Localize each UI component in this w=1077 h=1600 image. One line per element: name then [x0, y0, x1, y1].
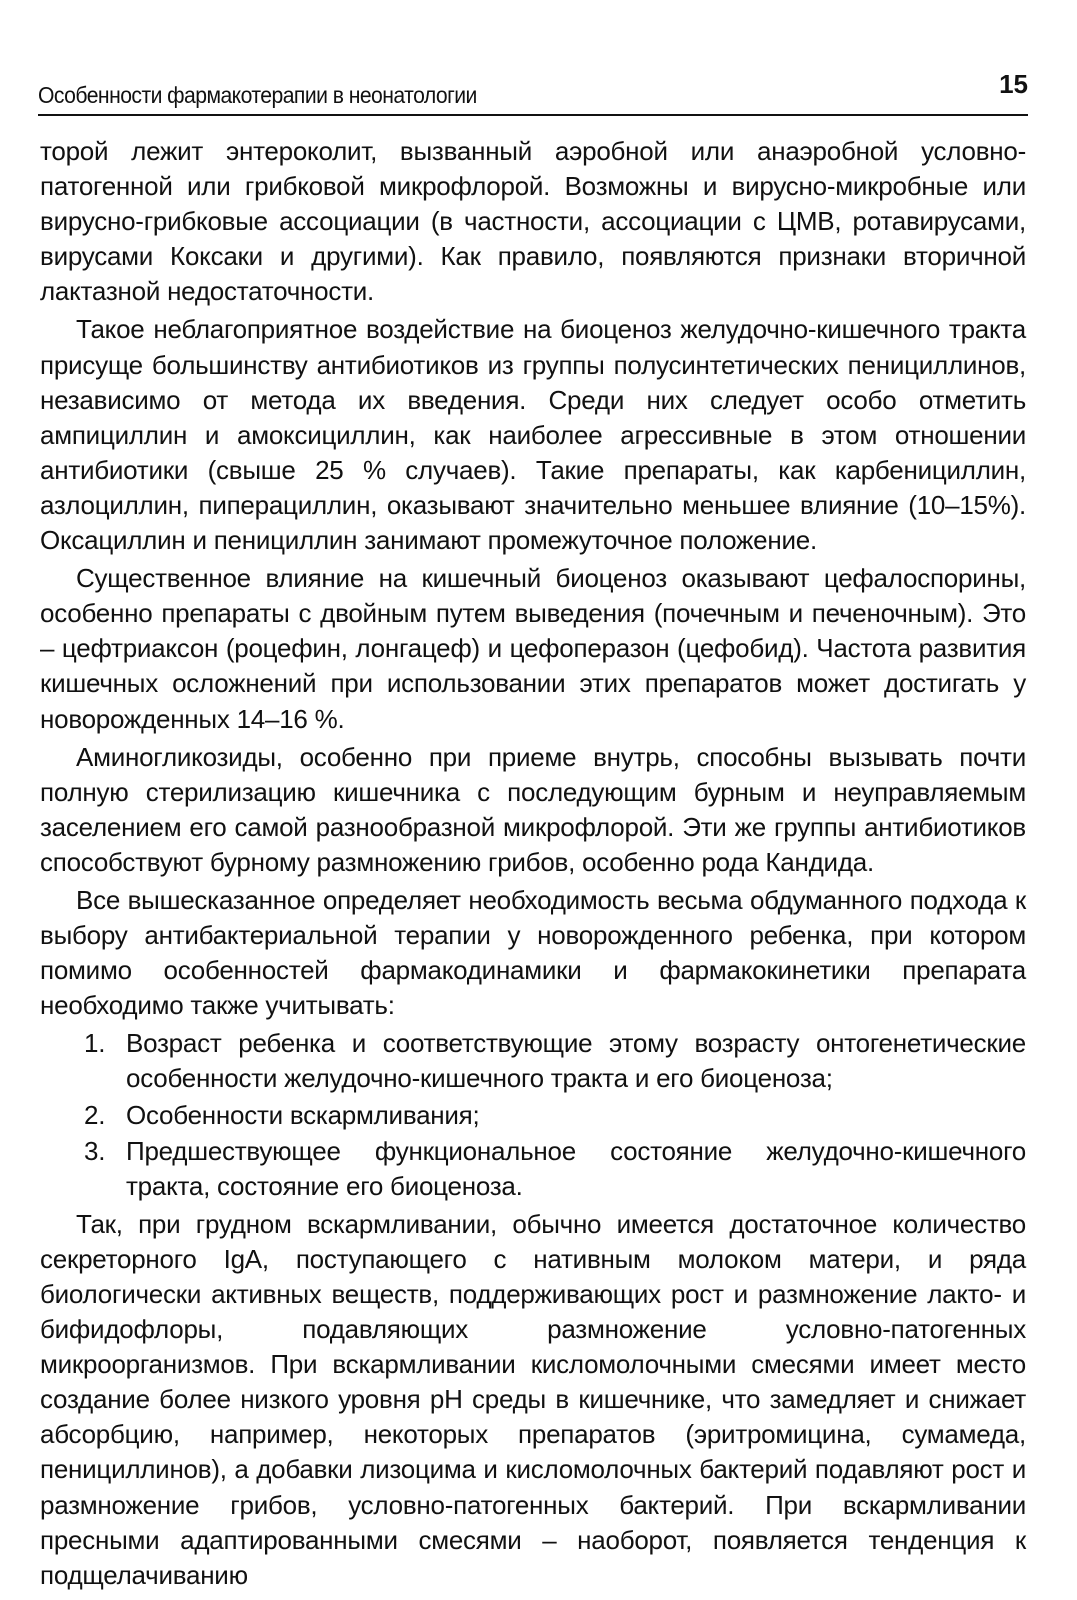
paragraph-therapy-factors: Все вышесказанное определяет необходимость весьма обдуманного подхода к выбору антибактериальной терапии у новорожденного ребенка, при котором помимо особенностей фармакодинамики и фармакокинетики препарата необходимо также учитывать:: [40, 884, 1026, 1021]
paragraph-penicillins: Такое неблагоприятное воздействие на биоценоз желудочно-кишечного тракта присуще большинству антибиотиков из группы полусинтетических пенициллинов, независимо от метода их введения. Среди них следует особо отметить ампициллин и амоксициллин, как наиболее агрессивные в этом отношении антибиотики (свыше 25 % случаев). Такие препараты, как карбенициллин, азлоциллин, пиперациллин, оказывают значительно меньшее влияние (10–15%). Оксациллин и пенициллин занимают промежуточное положение.: [40, 314, 1026, 556]
paragraph-feeding: Так, при грудном вскармливании, обычно имеется достаточное количество секреторного IgA, поступающего с нативным молоком матери, и ряда биологически активных веществ, поддерживающих рост и размножение лакто- и бифидофлоры, подавляющих размножение условно-патогенных микроорганизмов. При вскармливании кисломолочными смесями имеет место создание более низкого уровня pH среды в кишечнике, что замедляет и снижает абсорбцию, например, некоторых препаратов (эритромицина, сумамеда, пенициллинов), а добавки лизоцима и кисломолочных бактерий подавляют рост и размножение грибов, условно-патогенных бактерий. При вскармливании пресными адаптированными смесями – наоборот, появляется тенденция к подщелачиванию: [40, 1208, 1026, 1590]
list-marker: 2.: [84, 1099, 106, 1130]
paragraph-aminoglycosides: Аминогликозиды, особенно при приеме внутрь, способны вызывать почти полную стерилизацию кишечника с последующим бурным и неуправляемым заселением его самой разнообразной микрофлорой. Эти же группы антибиотиков способствуют бурному размножению грибов, особенно рода Кандида.: [40, 741, 1026, 877]
page-number: 15: [999, 69, 1028, 99]
running-title: Особенности фармакотерапии в неонатологии: [38, 82, 477, 108]
list-item: [40, 1098, 1026, 1133]
list-item: [40, 1026, 1026, 1096]
list-item-text: Возраст ребенка и соответствующие этому возрасту онтогенетические особенности желудочно-кишечного тракта и его биоценоза;: [126, 1028, 1026, 1094]
paragraph-cephalosporins: Существенное влияние на кишечный биоценоз оказывают цефалоспорины, особенно препараты с двойным путем выведения (почечным и печеночным). Это – цефтриаксон (роцефин, лонгацеф) и цефоперазон (цефобид). Частота развития кишечных осложнений при использовании этих препаратов может достигать у новорожденных 14–16 %.: [40, 563, 1026, 734]
list-item-text: Предшествующее функциональное состояние желудочно-кишечного тракта, состояние его биоценоза.: [126, 1135, 1026, 1201]
paragraph-continued: торой лежит энтероколит, вызванный аэробной или анаэробной условно-патогенной или грибковой микрофлорой. Возможны и вирусно-микробные или вирусно-грибковые ассоциации (в частности, ассоциации с ЦМВ, ротавирусами, вирусами Коксаки и другими). Как правило, появляются признаки вторичной лактазной недостаточности.: [40, 136, 1026, 307]
list-marker: 3.: [84, 1135, 106, 1166]
list-item-text: Особенности вскармливания;: [126, 1099, 480, 1130]
body-text: [40, 134, 1026, 1596]
list-item: [40, 1134, 1026, 1204]
list-marker: 1.: [84, 1028, 106, 1059]
running-header: [38, 69, 1028, 116]
factors-list: [40, 1026, 1026, 1203]
